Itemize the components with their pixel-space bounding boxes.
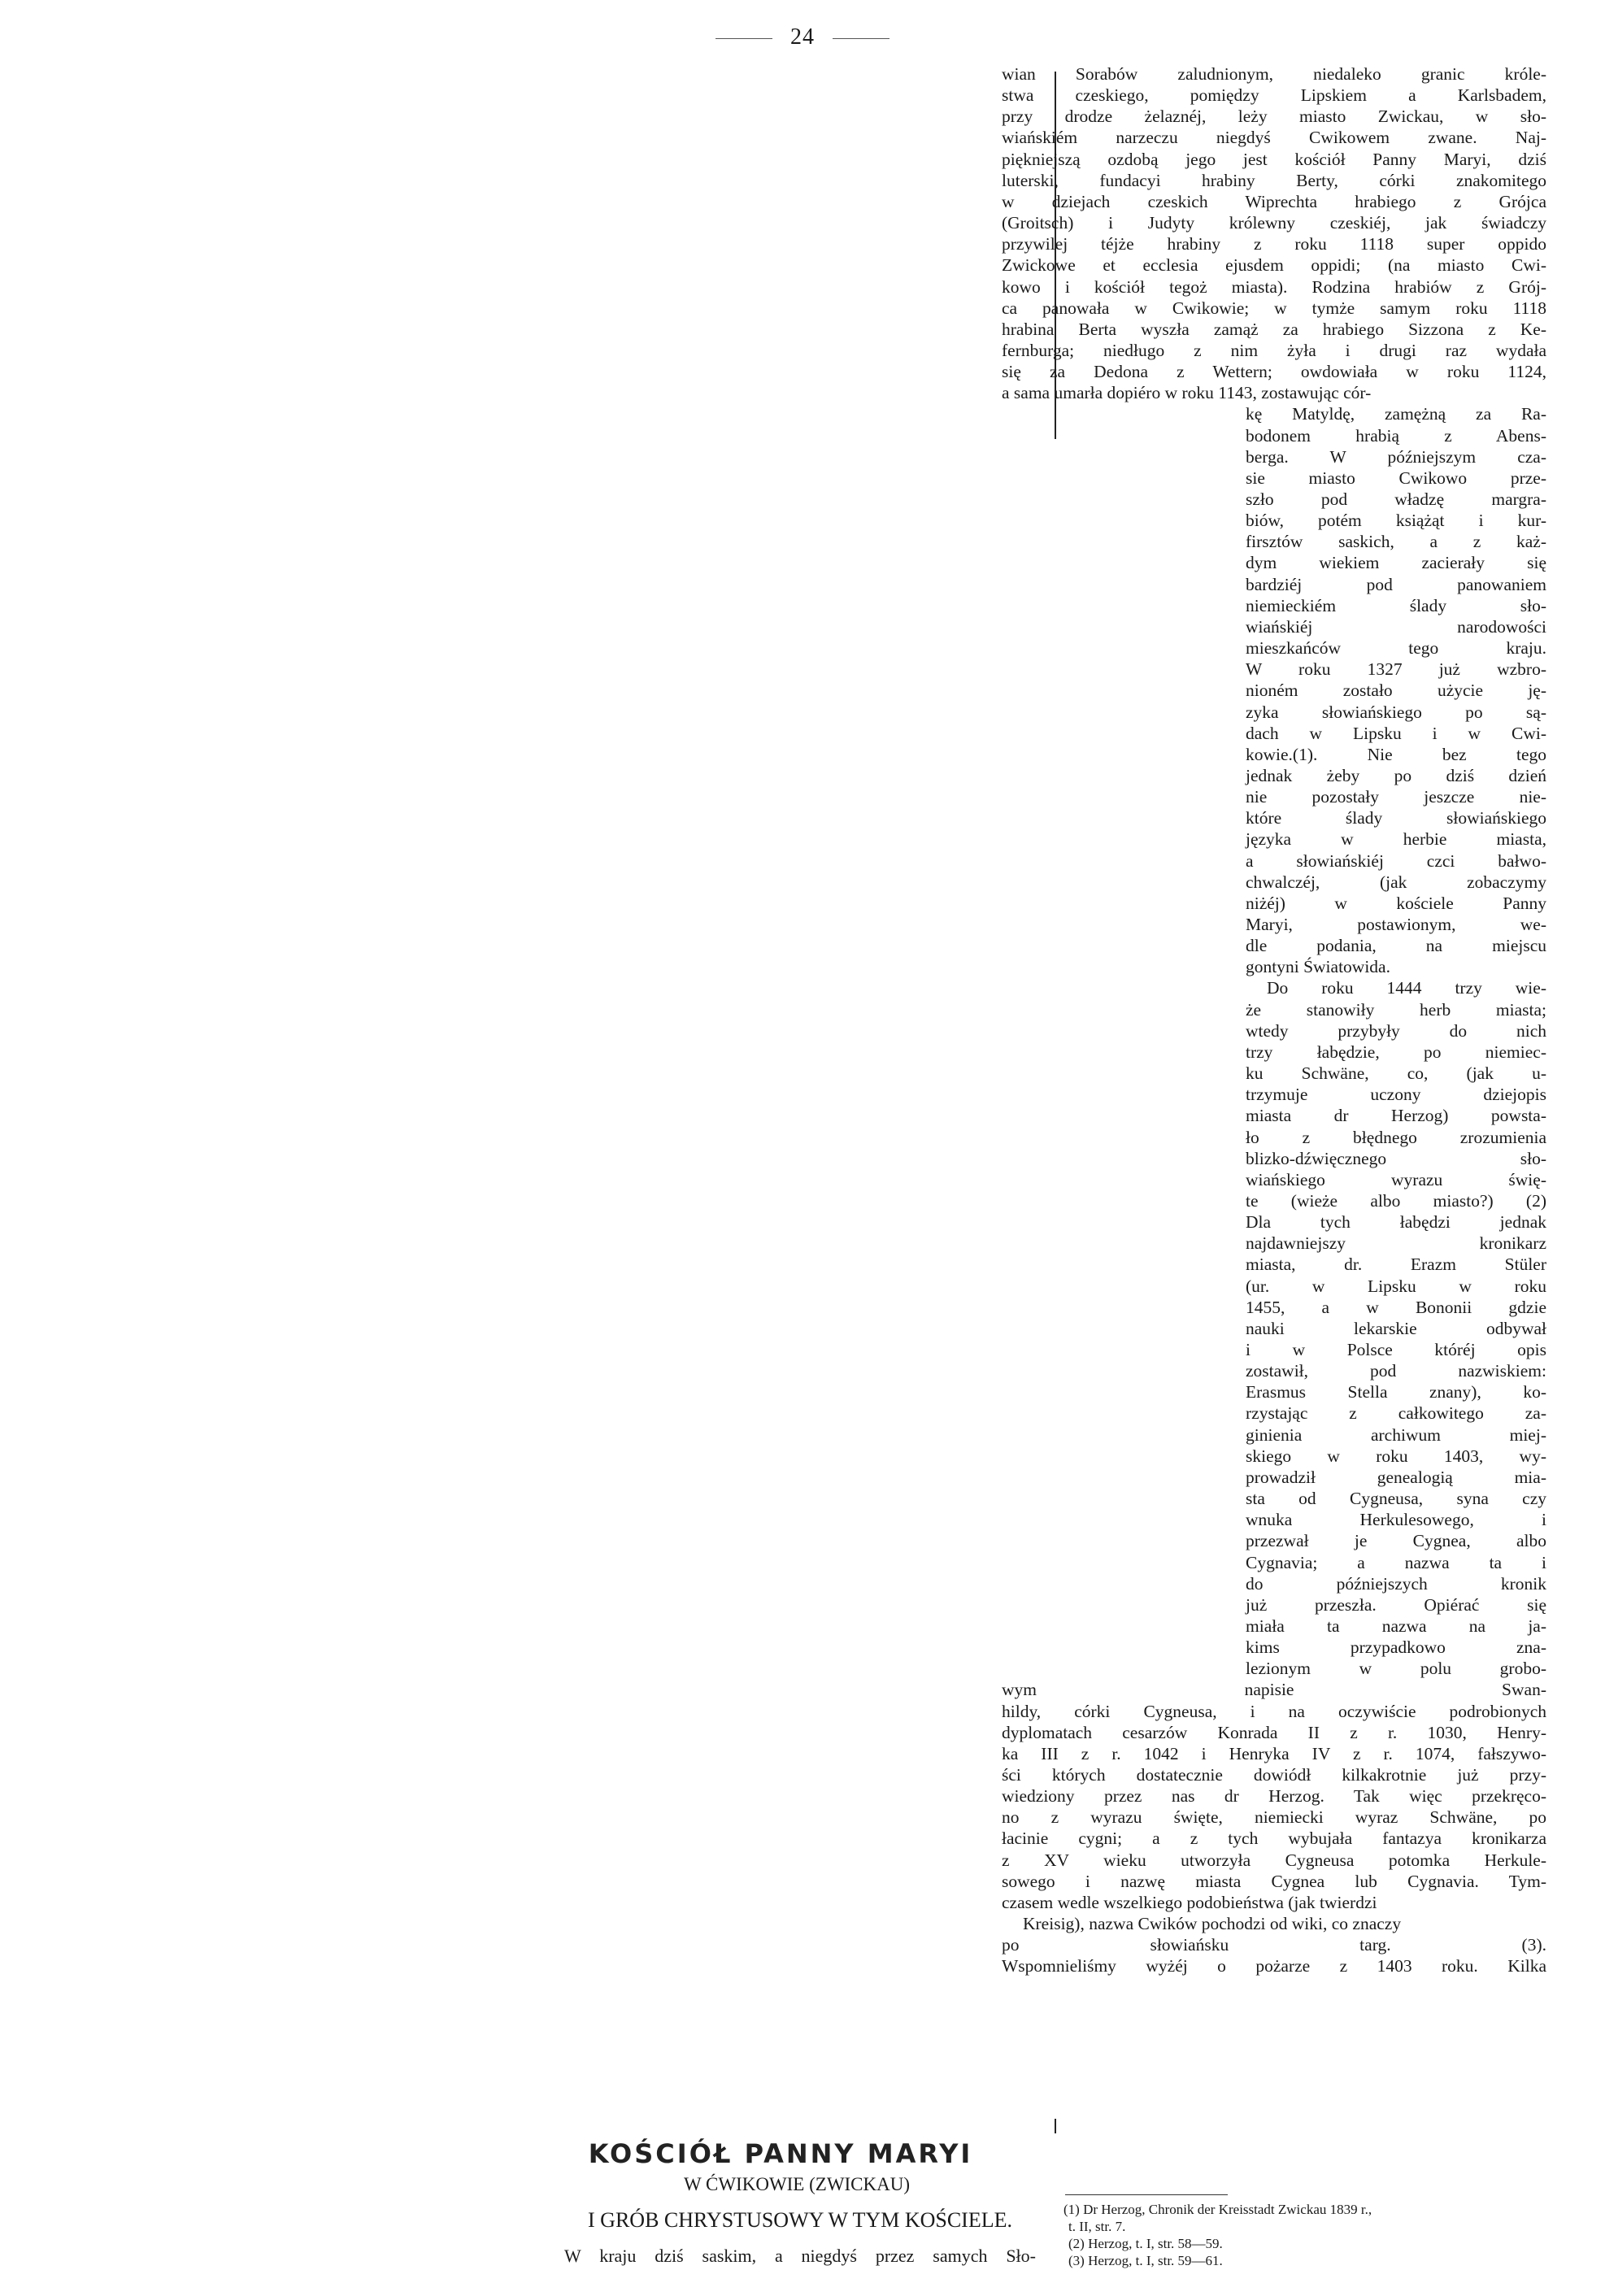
- text-line: Kreisig), nazwa Cwików pochodzi od wiki, co znaczy: [1023, 1914, 1402, 1934]
- text-line: jednak żeby po dziś dzień: [1246, 765, 1546, 785]
- text-line: wian Sorabów zaludnionym, niedaleko granic króle-: [1002, 64, 1546, 84]
- text-line: i w Polsce któréj opis: [1246, 1340, 1546, 1359]
- text-line: 1455, a w Bononii gdzie: [1246, 1297, 1546, 1317]
- text-line: ści których dostatecznie dowiódł kilkakrotnie już przy-: [1002, 1765, 1546, 1785]
- text-line: przy drodze żelaznéj, leży miasto Zwickau, w sło-: [1002, 107, 1546, 127]
- page-number-dash-right: [833, 38, 889, 39]
- text-line: biów, potém książąt i kur-: [1246, 511, 1546, 531]
- text-line: trzymuje uczony dziejopis: [1246, 1085, 1546, 1105]
- text-line: dle podania, na miejscu: [1246, 936, 1546, 956]
- page-number: [0, 24, 1605, 50]
- text-line: Dla tych łabędzi jednak: [1246, 1212, 1546, 1233]
- text-line: najdawniejszy kronikarz: [1246, 1233, 1546, 1254]
- text-line: lezionym w polu grobo-: [1246, 1659, 1546, 1679]
- article-subtitle-location: W ĆWIKOWIE (ZWICKAU): [683, 2174, 911, 2194]
- text-line: łacinie cygni; a z tych wybujała fantazya kronikarza: [1002, 1829, 1546, 1849]
- text-line: Wspomnieliśmy wyżéj o pożarze z 1403 roku. Kilka: [1002, 1956, 1546, 1976]
- text-line: Cygnavia; a nazwa ta i: [1246, 1552, 1546, 1572]
- text-line: berga. W późniejszym cza-: [1246, 446, 1546, 467]
- article-subtitle-tomb: I GRÓB CHRYSTUSOWY W TYM KOŚCIELE.: [588, 2208, 1012, 2232]
- text-line: sowego i nazwę miasta Cygnea lub Cygnavia. Tym-: [1002, 1871, 1546, 1891]
- text-line: bardziéj pod panowaniem: [1246, 574, 1546, 594]
- text-line: przywilej téjże hrabiny z roku 1118 super oppido: [1002, 234, 1546, 254]
- text-line: języka w herbie miasta,: [1246, 829, 1546, 850]
- text-line: Maryi, postawionym, we-: [1246, 915, 1546, 934]
- text-line: prowadził genealogią mia-: [1246, 1467, 1546, 1487]
- footnote-2: (2) Herzog, t. I, str. 58—59.: [1068, 2236, 1223, 2251]
- text-line: mieszkańców tego kraju.: [1246, 638, 1546, 659]
- text-line: kowo i kościół tegoż miasta). Rodzina hrabiów z Grój-: [1002, 276, 1546, 297]
- text-line: zyka słowiańskiego po są-: [1246, 702, 1546, 722]
- text-line: wiańskiego wyrazu świę-: [1246, 1169, 1546, 1189]
- text-line: niżéj) w kościele Panny: [1246, 893, 1546, 913]
- text-line: szło pod władzę margra-: [1246, 489, 1546, 509]
- text-line: wym napisie Swan-: [1002, 1680, 1546, 1700]
- text-line: ca panowała w Cwikowie; w tymże samym roku 1118: [1002, 298, 1546, 318]
- text-line: zostawił, pod nazwiskiem:: [1246, 1361, 1546, 1381]
- text-line: trzy łabędzie, po niemiec-: [1246, 1041, 1546, 1062]
- page-number-text: 24: [790, 24, 815, 50]
- text-line: z XV wieku utworzyła Cygneusa potomka Herkule-: [1002, 1850, 1546, 1870]
- text-line: stwa czeskiego, pomiędzy Lipskiem a Karlsbadem,: [1002, 85, 1546, 106]
- text-line: po słowiańsku targ. (3).: [1002, 1935, 1546, 1955]
- text-line: blizko-dźwięcznego sło-: [1246, 1148, 1546, 1168]
- text-line: hildy, córki Cygneusa, i na oczywiście podrobionych: [1002, 1701, 1546, 1721]
- text-line: wtedy przybyły do nich: [1246, 1020, 1546, 1041]
- text-line: fernburga; niedługo z nim żyła i drugi raz wydała: [1002, 340, 1546, 360]
- text-line: wiańskiéj narodowości: [1246, 616, 1546, 637]
- text-line: rzystając z całkowitego za-: [1246, 1403, 1546, 1424]
- text-line: dym wiekiem zacierały się: [1246, 553, 1546, 573]
- text-line: wiańskiém narzeczu niegdyś Cwikowem zwane. Naj-: [1002, 128, 1546, 148]
- text-line: Erasmus Stella znany), ko-: [1246, 1382, 1546, 1402]
- text-line: a słowiańskiéj czci bałwo-: [1246, 850, 1546, 871]
- text-line: Zwickowe et ecclesia ejusdem oppidi; (na miasto Cwi-: [1002, 255, 1546, 276]
- text-line: że stanowiły herb miasta;: [1246, 999, 1546, 1020]
- text-line: chwalczéj, (jak zobaczymy: [1246, 872, 1546, 892]
- text-line: w dziejach czeskich Wiprechta hrabiego z Grójca: [1002, 191, 1546, 211]
- text-line: do późniejszych kronik: [1246, 1573, 1546, 1594]
- article-title: KOŚCIÓŁ PANNY MARYI: [588, 2138, 973, 2169]
- text-line: luterski, fundacyi hrabiny Berty, córki znakomitego: [1002, 170, 1546, 190]
- text-line: wnuka Herkulesowego, i: [1246, 1510, 1546, 1530]
- text-line: ło z błędnego zrozumienia: [1246, 1127, 1546, 1147]
- text-line: bodonem hrabią z Abens-: [1246, 425, 1546, 446]
- text-line: (ur. w Lipsku w roku: [1246, 1276, 1546, 1296]
- text-line: miała ta nazwa na ja-: [1246, 1615, 1546, 1636]
- text-line: sta od Cygneusa, syna czy: [1246, 1489, 1546, 1509]
- text-line: ku Schwäne, co, (jak u-: [1246, 1063, 1546, 1084]
- text-line: kę Matyldę, zamężną za Ra-: [1246, 404, 1546, 424]
- text-line: kims przypadkowo zna-: [1246, 1637, 1546, 1658]
- text-line: kowie.(1). Nie bez tego: [1246, 744, 1546, 764]
- text-line: miasta dr Herzog) powsta-: [1246, 1106, 1546, 1126]
- text-line: czasem wedle wszelkiego podobieństwa (jak twierdzi: [1002, 1892, 1377, 1912]
- text-line: piękniejszą ozdobą jego jest kościół Panny Maryi, dziś: [1002, 149, 1546, 169]
- text-line: (Groitsch) i Judyty królewny czeskiéj, jak świadczy: [1002, 213, 1546, 233]
- column-rule-bottom: [1055, 2119, 1056, 2133]
- text-line: dach w Lipsku i w Cwi-: [1246, 723, 1546, 743]
- text-line: niemieckiém ślady sło-: [1246, 595, 1546, 615]
- text-line: firsztów saskich, a z każ-: [1246, 532, 1546, 552]
- text-line: no z wyrazu święte, niemiecki wyraz Schwäne, po: [1002, 1807, 1546, 1828]
- text-line: hrabina Berta wyszła zamąż za hrabiego Sizzona z Ke-: [1002, 319, 1546, 339]
- text-line: wiedziony przez nas dr Herzog. Tak więc przekręco-: [1002, 1786, 1546, 1807]
- text-line: Do roku 1444 trzy wie-: [1267, 978, 1546, 998]
- footnote-3: (3) Herzog, t. I, str. 59—61.: [1068, 2253, 1223, 2268]
- footnote-rule: [1065, 2194, 1228, 2195]
- text-line: skiego w roku 1403, wy-: [1246, 1446, 1546, 1466]
- text-line: dyplomatach cesarzów Konrada II z r. 1030, Henry-: [1002, 1722, 1546, 1742]
- footnote-1: (1) Dr Herzog, Chronik der Kreisstadt Zwickau 1839 r.,: [1063, 2202, 1372, 2217]
- text-line: miasta, dr. Erazm Stüler: [1246, 1255, 1546, 1275]
- text-line: gontyni Światowida.: [1246, 957, 1390, 977]
- text-line: ka III z r. 1042 i Henryka IV z r. 1074, fałszywo-: [1002, 1743, 1546, 1763]
- text-line: sie miasto Cwikowo prze-: [1246, 467, 1546, 488]
- text-line: te (wieże albo miasto?) (2): [1246, 1190, 1546, 1211]
- footnote-1-cont: t. II, str. 7.: [1068, 2219, 1126, 2234]
- text-line: nie pozostały jeszcze nie-: [1246, 787, 1546, 807]
- text-line: już przeszła. Opiérać się: [1246, 1594, 1546, 1615]
- text-line: W roku 1327 już wzbro-: [1246, 659, 1546, 680]
- text-line: a sama umarła dopiéro w roku 1143, zostawując cór-: [1002, 383, 1372, 403]
- page-number-dash-left: [716, 38, 772, 39]
- text-line: przezwał je Cygnea, albo: [1246, 1531, 1546, 1551]
- text-line: nioném zostało użycie ję-: [1246, 681, 1546, 701]
- text-line: które ślady słowiańskiego: [1246, 808, 1546, 828]
- article-first-line: W kraju dziś saskim, a niegdyś przez samych Sło-: [564, 2246, 1036, 2266]
- text-line: ginienia archiwum miej-: [1246, 1424, 1546, 1445]
- text-line: nauki lekarskie odbywał: [1246, 1318, 1546, 1338]
- text-line: się za Dedona z Wettern; owdowiała w roku 1124,: [1002, 362, 1546, 382]
